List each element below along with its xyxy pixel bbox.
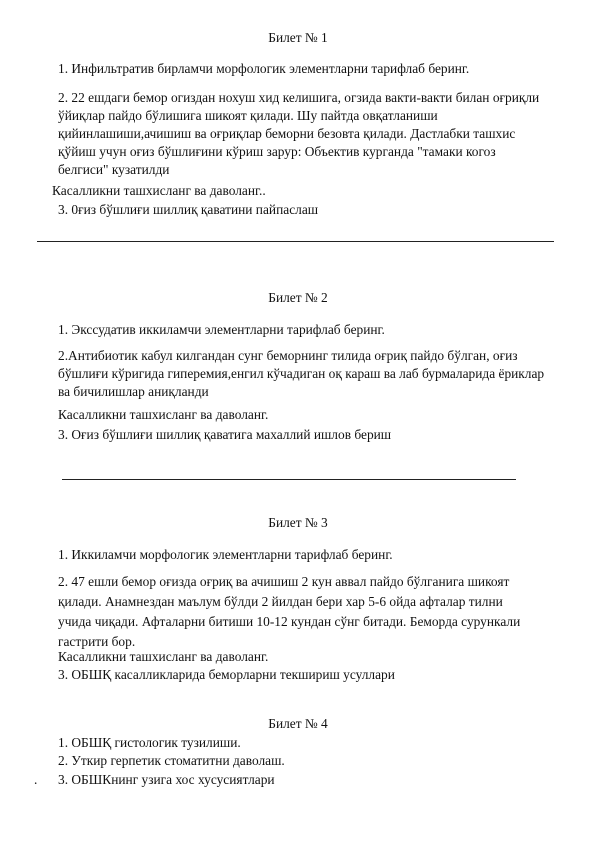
text-line: учида чиқади. Афталарни битиши 10-12 кундан сўнг битади. Беморда сурункали xyxy=(58,614,521,629)
divider xyxy=(62,479,516,480)
ticket-2-question-3: 3. Оғиз бўшлиғи шиллиқ қаватига махаллий ишлов бериш xyxy=(58,427,392,442)
text-line: 2. 47 ешли бемор оғизда оғриқ ва ачишиш 2 кун аввал пайдо бўлганига шикоят xyxy=(58,574,510,589)
text-line: бўшлиғи кўригида гиперемия,енгил кўчадиган оқ караш ва лаб бурмаларида ёриклар xyxy=(58,366,545,381)
ticket-1-title: Билет № 1 xyxy=(268,30,328,45)
ticket-1-question-2 xyxy=(58,89,578,179)
divider xyxy=(37,241,554,242)
list-marker: . xyxy=(34,772,38,787)
text-line: ўйиқлар пайдо бўлишига шикоят қилади. Шу пайтда овқатланиши xyxy=(58,108,438,123)
text-line: гастрити бор. xyxy=(58,634,136,649)
ticket-3-title: Билет № 3 xyxy=(268,515,328,530)
text-line: қийинлашиши,ачишиш ва оғриқлар беморни безовта қилади. Дастлабки ташхис xyxy=(58,126,516,141)
ticket-2-question-2 xyxy=(58,347,566,401)
text-line: қилади. Анамнездан маълум бўлди 2 йилдан бери хар 5-6 ойда афталар тилни xyxy=(58,594,503,609)
ticket-3-question-3: 3. ОБШҚ касалликларида беморларни текшириш усуллари xyxy=(58,667,395,682)
text-line: қўйиш учун оғиз бўшлиғини кўриш зарур: Объектив курганда "тамаки когоз xyxy=(58,144,496,159)
ticket-2-diagnosis-task: Касалликни ташхисланг ва даволанг. xyxy=(58,407,269,422)
ticket-1-question-1: 1. Инфильтратив бирламчи морфологик элементларни тарифлаб беринг. xyxy=(58,61,470,76)
ticket-3-diagnosis-task: Касалликни ташхисланг ва даволанг. xyxy=(58,649,269,664)
ticket-1-question-3: 3. 0ғиз бўшлиғи шиллиқ қаватини пайпаслаш xyxy=(58,202,319,217)
ticket-4-question-2: 2. Уткир герпетик стоматитни даволаш. xyxy=(58,753,285,768)
ticket-4-question-3: 3. ОБШКнинг узига хос хусусиятлари xyxy=(58,772,275,787)
text-line: белгиси" кузатилди xyxy=(58,162,170,177)
ticket-4-question-1: 1. ОБШҚ гистологик тузилиши. xyxy=(58,735,241,750)
ticket-3-question-1: 1. Иккиламчи морфологик элементларни тарифлаб беринг. xyxy=(58,547,393,562)
ticket-2-question-1: 1. Экссудатив иккиламчи элементларни тарифлаб беринг. xyxy=(58,322,385,337)
ticket-2-title: Билет № 2 xyxy=(268,290,328,305)
ticket-1-diagnosis-task: Касалликни ташхисланг ва даволанг.. xyxy=(52,183,266,198)
text-line: ва бичилишлар аниқланди xyxy=(58,384,209,399)
text-line: 2. 22 ешдаги бемор огиздан нохуш хид келишига, огзида вакти-вакти билан оғриқли xyxy=(58,90,540,105)
text-line: 2.Антибиотик кабул килгандан сунг беморнинг тилида оғриқ пайдо бўлган, оғиз xyxy=(58,348,518,363)
ticket-4-title: Билет № 4 xyxy=(268,716,328,731)
ticket-3-question-2 xyxy=(58,572,566,652)
